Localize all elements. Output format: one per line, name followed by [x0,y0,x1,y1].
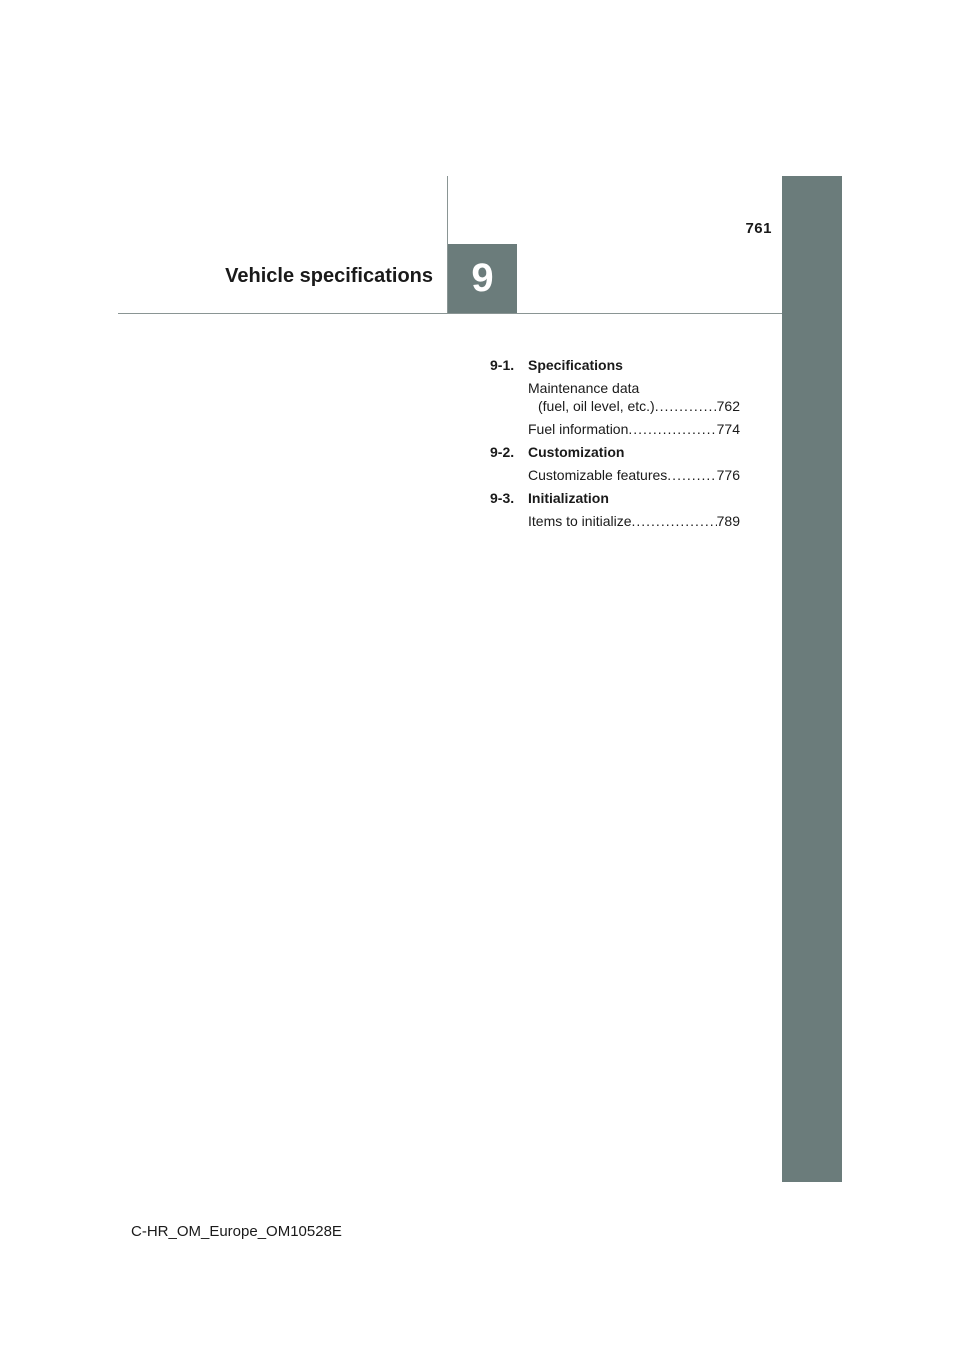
toc-leader-dots [667,466,716,484]
toc-section [490,489,740,507]
toc-section-number: 9-2. [490,444,515,460]
chapter-side-tab [782,176,842,1182]
toc-entry[interactable] [528,466,740,484]
toc-entry-text: Items to initialize [528,513,632,529]
toc-section-title: Initialization [528,490,609,506]
toc-section [490,443,740,461]
toc-entry-page: 774 [716,421,740,437]
toc-section [490,356,740,374]
page-number: 761 [745,220,772,237]
chapter-number-box [448,244,517,313]
toc-entry-text: Customizable features [528,467,668,483]
toc-entry-page: 776 [716,467,740,483]
toc-entry-text: (fuel, oil level, etc.) [538,398,655,414]
toc-leader-dots [655,397,717,415]
header-horizontal-rule [118,313,782,314]
toc-section-number: 9-3. [490,490,515,506]
table-of-contents [490,356,740,535]
toc-section-number: 9-1. [490,357,515,373]
toc-entry-page: 789 [716,513,740,529]
chapter-number: 9 [471,256,494,300]
toc-entry-text: Fuel information [528,421,629,437]
toc-entry[interactable] [528,420,740,438]
toc-leader-dots [628,420,716,438]
toc-leader-dots [631,512,716,530]
chapter-title: Vehicle specifications [225,265,433,287]
toc-entry-text: Maintenance data [528,380,640,396]
toc-section-title: Customization [528,444,625,460]
toc-entry[interactable] [528,512,740,530]
toc-entry[interactable] [528,379,740,415]
toc-entry-page: 762 [716,398,740,414]
toc-section-title: Specifications [528,357,623,373]
document-id-footer: C-HR_OM_Europe_OM10528E [131,1223,342,1240]
